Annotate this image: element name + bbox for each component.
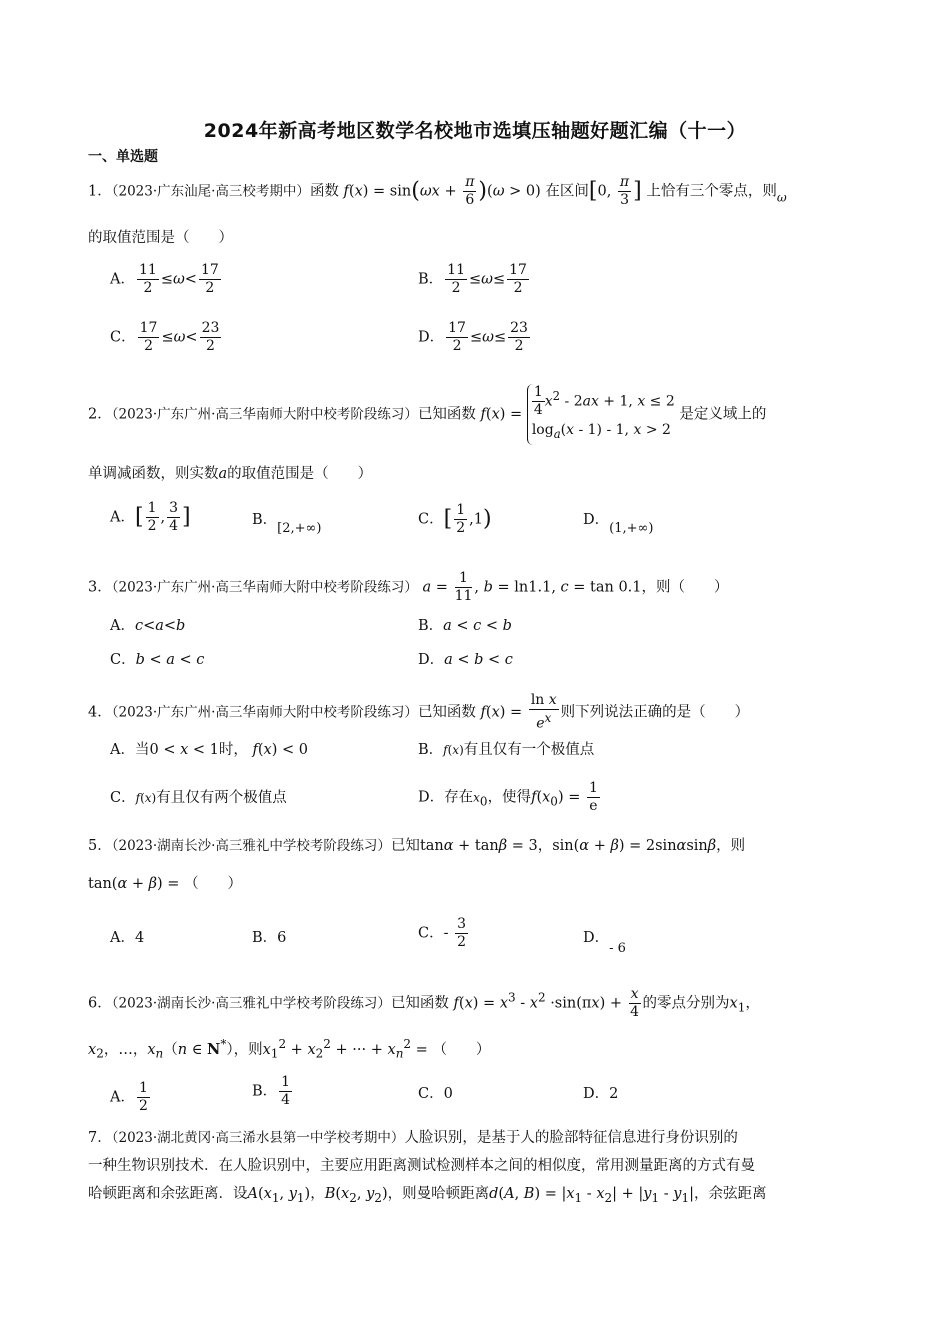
question-text: 函数 [309, 183, 339, 200]
option-1a: A． $\frac{11}{2}$ ≤ω< $\frac{17}{2}$ [110, 262, 219, 296]
question-2-line2: 单调减函数，则实数a的取值范围是（ ） [88, 466, 373, 482]
piecewise-function: $\frac{1}{4}$ $x^2 - 2ax + 1$, x ≤ 2 $\log_a(x - 1) - 1$, x > 2 [527, 384, 675, 445]
question-5: 5．（2023·湖南长沙·高三雅礼中学校考阶段练习）已知tanα + tanβ = 3，sin(α + β) = 2sinαsinβ，则 [88, 838, 746, 854]
option-2d: D．(1,+∞) [583, 512, 654, 536]
question-number: 1． [88, 183, 112, 200]
option-3a: A．c<a<b [110, 618, 186, 634]
question-7: 7．（2023·湖北黄冈·高三浠水县第一中学校考期中）人脸识别，是基于人的脸部特征信息进行身份识别的 一种生物识别技术．在人脸识别中，主要应用距离测试检测样本之间的相似度，常用测量距离的方式有曼 哈顿距离和余弦距离．设$A(x_1$, $y_1$)，$B(x_2$, $y_2$)，则曼哈顿距离d(A, $B) = |x_1 - x_2| + |y_1 - y_1|$，余弦距离 [88, 1130, 767, 1205]
question-1-line2: 的取值范围是（ ） [88, 230, 233, 246]
question-4: 4．（2023·广东广州·高三华南师大附中校考阶段练习）已知函数 f(x) = $\frac{\text{ln x}}{e^x}$ 则下列说法正确的是（ ） [88, 692, 750, 732]
option-4d: D．存在$x_0$，使得$f(x_0)$ = $\frac{1}{e}$ [418, 780, 598, 814]
question-3: 3．（2023·广东广州·高三华南师大附中校考阶段练习） a = $\frac{1}{11}$ , b = ln1.1, c = tan 0.1，则（ ） [88, 570, 729, 604]
option-3c: C．b < a < c [110, 652, 205, 668]
option-1d: D． $\frac{17}{2}$ ≤ω≤ $\frac{23}{2}$ [418, 320, 528, 354]
section-heading: 一、单选题 [88, 149, 158, 165]
option-6a: A． $\frac{1}{2}$ [110, 1080, 148, 1114]
option-6b: B． $\frac{1}{4}$ [252, 1074, 291, 1108]
option-6d: D．2 [583, 1086, 619, 1102]
question-5-line2: tan(α + β) = （ ） [88, 876, 243, 892]
question-text: 上恰有三个零点，则 [646, 183, 777, 200]
option-5b: B．6 [252, 930, 287, 946]
question-6: 6．（2023·湖南长沙·高三雅礼中学校考阶段练习）已知函数 $f(x) = x^3 - x^2 \cdot\sin(\pi x)$ + $\frac{x}{4}$ 的零点分别为$x_1$， [88, 986, 760, 1020]
option-3b: B．a < c < b [418, 618, 512, 634]
option-4c: C．f(x)有且仅有两个极值点 [110, 790, 287, 806]
question-source: （2023·广东汕尾·高三校考期中） [111, 183, 310, 200]
option-3d: D．a < b < c [418, 652, 513, 668]
question-2: 2．（2023·广东广州·高三华南师大附中校考阶段练习）已知函数 f(x) = $\frac{1}{4}$ $x^2 - 2ax + 1$, x ≤ 2 $\log_a(x - 1) - 1$, x > 2 是定义域上的 [88, 384, 766, 445]
question-1: 1．（2023·广东汕尾·高三校考期中）函数 f(x) = sin(ωx + $\frac{\pi}{6}$ )(ω > 0) 在区间[0, $\frac{\pi}{3}$ ] 上恰有三个零点，则$_\omega$ [88, 174, 787, 208]
option-5d: D．- 6 [583, 930, 626, 956]
option-5a: A．4 [110, 930, 145, 946]
option-6c: C．0 [418, 1086, 453, 1102]
question-6-line2: $x_2$，…，$x_n(n$ ∈ N*），则$x_1^2 + x_2^2$ + ··· + $x_n^2$ = （ ） [88, 1037, 491, 1061]
option-2a: A．[ $\frac{1}{2}$ , $\frac{3}{4}$ ] [110, 500, 191, 534]
formula: f [343, 183, 349, 200]
option-4b: B．f(x)有且仅有一个极值点 [418, 742, 595, 758]
option-5c: C．- $\frac{3}{2}$ [418, 916, 467, 950]
option-2c: C．[ $\frac{1}{2}$ ,1) [418, 502, 492, 536]
option-1c: C． $\frac{17}{2}$ ≤ω< $\frac{23}{2}$ [110, 320, 220, 354]
page-title: 2024年新高考地区数学名校地市选填压轴题好题汇编（十一） [203, 120, 747, 142]
option-4a: A．当0 < x < 1时， f(x) < 0 [110, 742, 308, 758]
option-2b: B．[2,+∞) [252, 512, 322, 536]
question-text: 在区间 [545, 183, 589, 200]
option-1b: B． $\frac{11}{2}$ ≤ω≤ $\frac{17}{2}$ [418, 262, 527, 296]
